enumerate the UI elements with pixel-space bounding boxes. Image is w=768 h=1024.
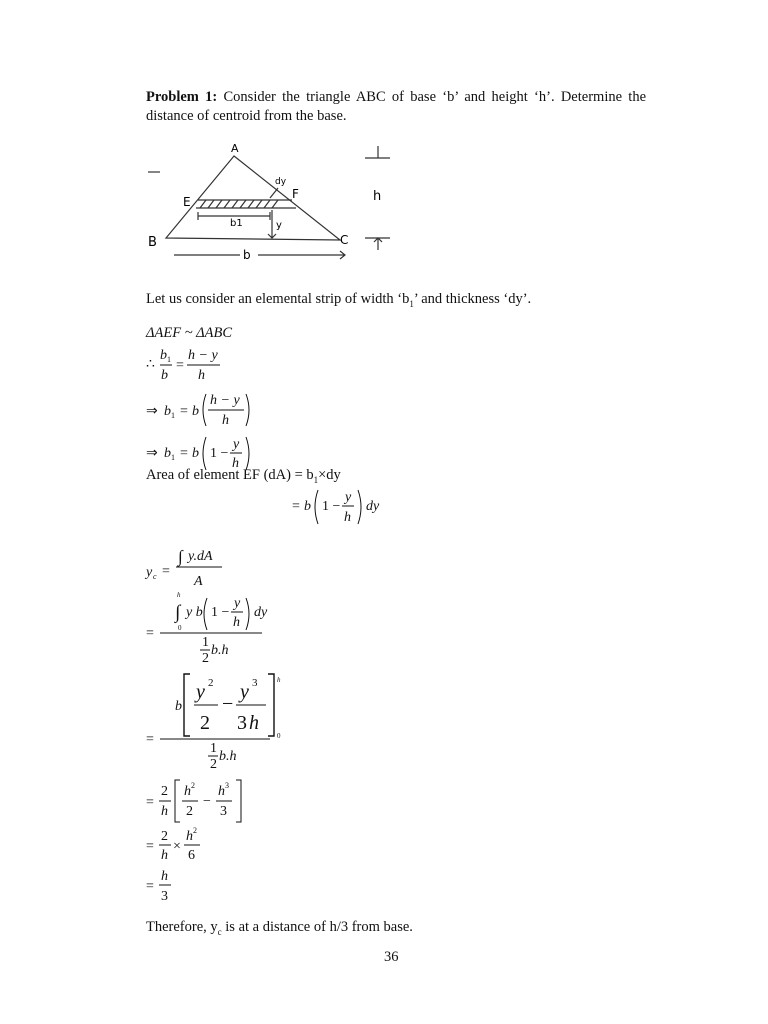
svg-text:1: 1 xyxy=(202,635,209,650)
svg-text:1: 1 xyxy=(210,741,217,756)
svg-text:b: b xyxy=(304,499,311,514)
svg-text:2: 2 xyxy=(208,677,214,689)
svg-text:−: − xyxy=(203,794,211,809)
svg-text:×: × xyxy=(173,839,181,854)
svg-text:b.h: b.h xyxy=(211,643,229,658)
height-label: h xyxy=(373,189,382,204)
svg-text:h: h xyxy=(161,804,168,819)
svg-text:∫: ∫ xyxy=(175,602,181,623)
svg-text:=: = xyxy=(146,626,154,641)
height-bottom-arrow xyxy=(365,238,390,250)
svg-text:b: b xyxy=(161,368,168,383)
svg-text:dy: dy xyxy=(366,499,380,514)
svg-text:h: h xyxy=(344,510,351,525)
svg-text:b: b xyxy=(192,446,199,461)
svg-text:h: h xyxy=(184,784,191,799)
svg-text:3: 3 xyxy=(252,677,258,689)
svg-text:2: 2 xyxy=(161,829,168,844)
svg-text:y: y xyxy=(146,565,153,580)
problem-statement xyxy=(146,88,646,126)
svg-text:y b: y b xyxy=(186,605,203,620)
svg-text:6: 6 xyxy=(188,848,195,863)
svg-text:∴: ∴ xyxy=(146,357,155,372)
svg-text:∫: ∫ xyxy=(178,547,183,566)
svg-text:3: 3 xyxy=(161,889,168,904)
vertex-c-label: C xyxy=(340,233,349,247)
problem-label: Problem 1: xyxy=(146,89,218,105)
svg-text:1 −: 1 − xyxy=(322,499,341,514)
svg-text:−: − xyxy=(222,693,234,715)
svg-text:h: h xyxy=(161,848,168,863)
svg-text:3: 3 xyxy=(237,712,247,734)
svg-text:=: = xyxy=(292,499,300,514)
svg-text:2: 2 xyxy=(193,826,197,835)
base-label: b xyxy=(243,248,251,262)
svg-text:=: = xyxy=(146,879,154,894)
svg-text:1 −: 1 − xyxy=(210,446,229,461)
svg-text:1 −: 1 − xyxy=(211,605,230,620)
height-top-arrow xyxy=(365,146,390,158)
strip-thickness-label: dy xyxy=(275,177,287,187)
vertex-a-label: A xyxy=(231,142,239,155)
svg-text:b: b xyxy=(160,348,167,363)
point-e-label: E xyxy=(183,195,191,209)
svg-text:h: h xyxy=(277,676,281,684)
svg-text:h: h xyxy=(232,456,239,471)
svg-text:y: y xyxy=(240,681,249,703)
svg-text:=: = xyxy=(146,732,154,747)
area-element-line: Area of element EF $(dA) = b_1\times dy$ xyxy=(146,467,341,485)
svg-text:0: 0 xyxy=(178,624,182,632)
page-number: 36 xyxy=(384,949,399,965)
svg-text:2: 2 xyxy=(161,784,168,799)
svg-text:2: 2 xyxy=(186,804,193,819)
svg-text:c: c xyxy=(153,572,157,581)
vertex-b-label: B xyxy=(148,235,157,250)
b-dimension xyxy=(174,251,345,259)
svg-text:3: 3 xyxy=(225,781,229,790)
svg-text:h: h xyxy=(161,869,168,884)
svg-text:3: 3 xyxy=(220,804,227,819)
svg-text:h: h xyxy=(198,368,205,383)
y-dimension xyxy=(268,210,276,238)
strip-width-label: b1 xyxy=(230,218,243,229)
strip-sentence: Let us consider an elemental strip of width ‘$b_1$’ and thickness ‘dy’. xyxy=(146,291,532,309)
svg-text:b: b xyxy=(164,404,171,419)
svg-text:A: A xyxy=(194,574,203,589)
svg-text:1: 1 xyxy=(171,453,175,462)
svg-text:y: y xyxy=(233,437,240,452)
svg-text:h: h xyxy=(249,712,259,734)
svg-text:h: h xyxy=(233,615,240,630)
strip-y-label: y xyxy=(276,220,282,231)
centroid-derivation xyxy=(140,540,340,910)
svg-text:y.dA: y.dA xyxy=(188,549,213,564)
dy-leader xyxy=(270,188,278,198)
svg-text:2: 2 xyxy=(200,712,210,734)
svg-text:y: y xyxy=(196,681,205,703)
svg-text:b: b xyxy=(175,699,182,714)
triangle-outline xyxy=(166,156,340,240)
strip-hatching xyxy=(200,200,278,208)
problem-text: Consider the triangle ABC of base ‘b’ and height ‘h’. Determine the distance of centroid from the base. xyxy=(146,89,647,124)
svg-text:1: 1 xyxy=(171,411,175,420)
conclusion-line: Therefore, $y_c$ is at a distance of h/3 from base. xyxy=(146,919,413,937)
svg-text:h: h xyxy=(218,784,225,799)
svg-text:y: y xyxy=(345,490,352,505)
svg-text:2: 2 xyxy=(191,781,195,790)
svg-text:h: h xyxy=(222,413,229,428)
svg-text:h: h xyxy=(186,829,193,844)
svg-text:=: = xyxy=(180,446,188,461)
svg-text:y: y xyxy=(234,596,241,611)
svg-text:=: = xyxy=(146,839,154,854)
point-f-label: F xyxy=(292,187,299,201)
svg-text:⇒: ⇒ xyxy=(146,446,158,461)
svg-text:b: b xyxy=(164,446,171,461)
svg-text:h − y: h − y xyxy=(188,348,218,363)
area-expression xyxy=(290,482,400,532)
svg-text:h − y: h − y xyxy=(210,393,240,408)
svg-text:2: 2 xyxy=(202,651,209,666)
ratio-derivation xyxy=(140,342,300,472)
svg-text:=: = xyxy=(162,564,170,579)
svg-text:=: = xyxy=(176,358,184,373)
svg-text:b: b xyxy=(192,404,199,419)
triangle-figure xyxy=(140,138,400,268)
svg-text:0: 0 xyxy=(277,732,281,740)
svg-text:⇒: ⇒ xyxy=(146,404,158,419)
svg-text:h: h xyxy=(177,591,181,599)
svg-text:2: 2 xyxy=(210,757,217,772)
similar-triangles: ΔAEF ~ ΔABC xyxy=(146,325,233,341)
svg-text:=: = xyxy=(146,795,154,810)
svg-text:=: = xyxy=(180,404,188,419)
svg-text:1: 1 xyxy=(167,355,171,364)
svg-text:dy: dy xyxy=(254,605,268,620)
svg-text:b.h: b.h xyxy=(219,749,237,764)
